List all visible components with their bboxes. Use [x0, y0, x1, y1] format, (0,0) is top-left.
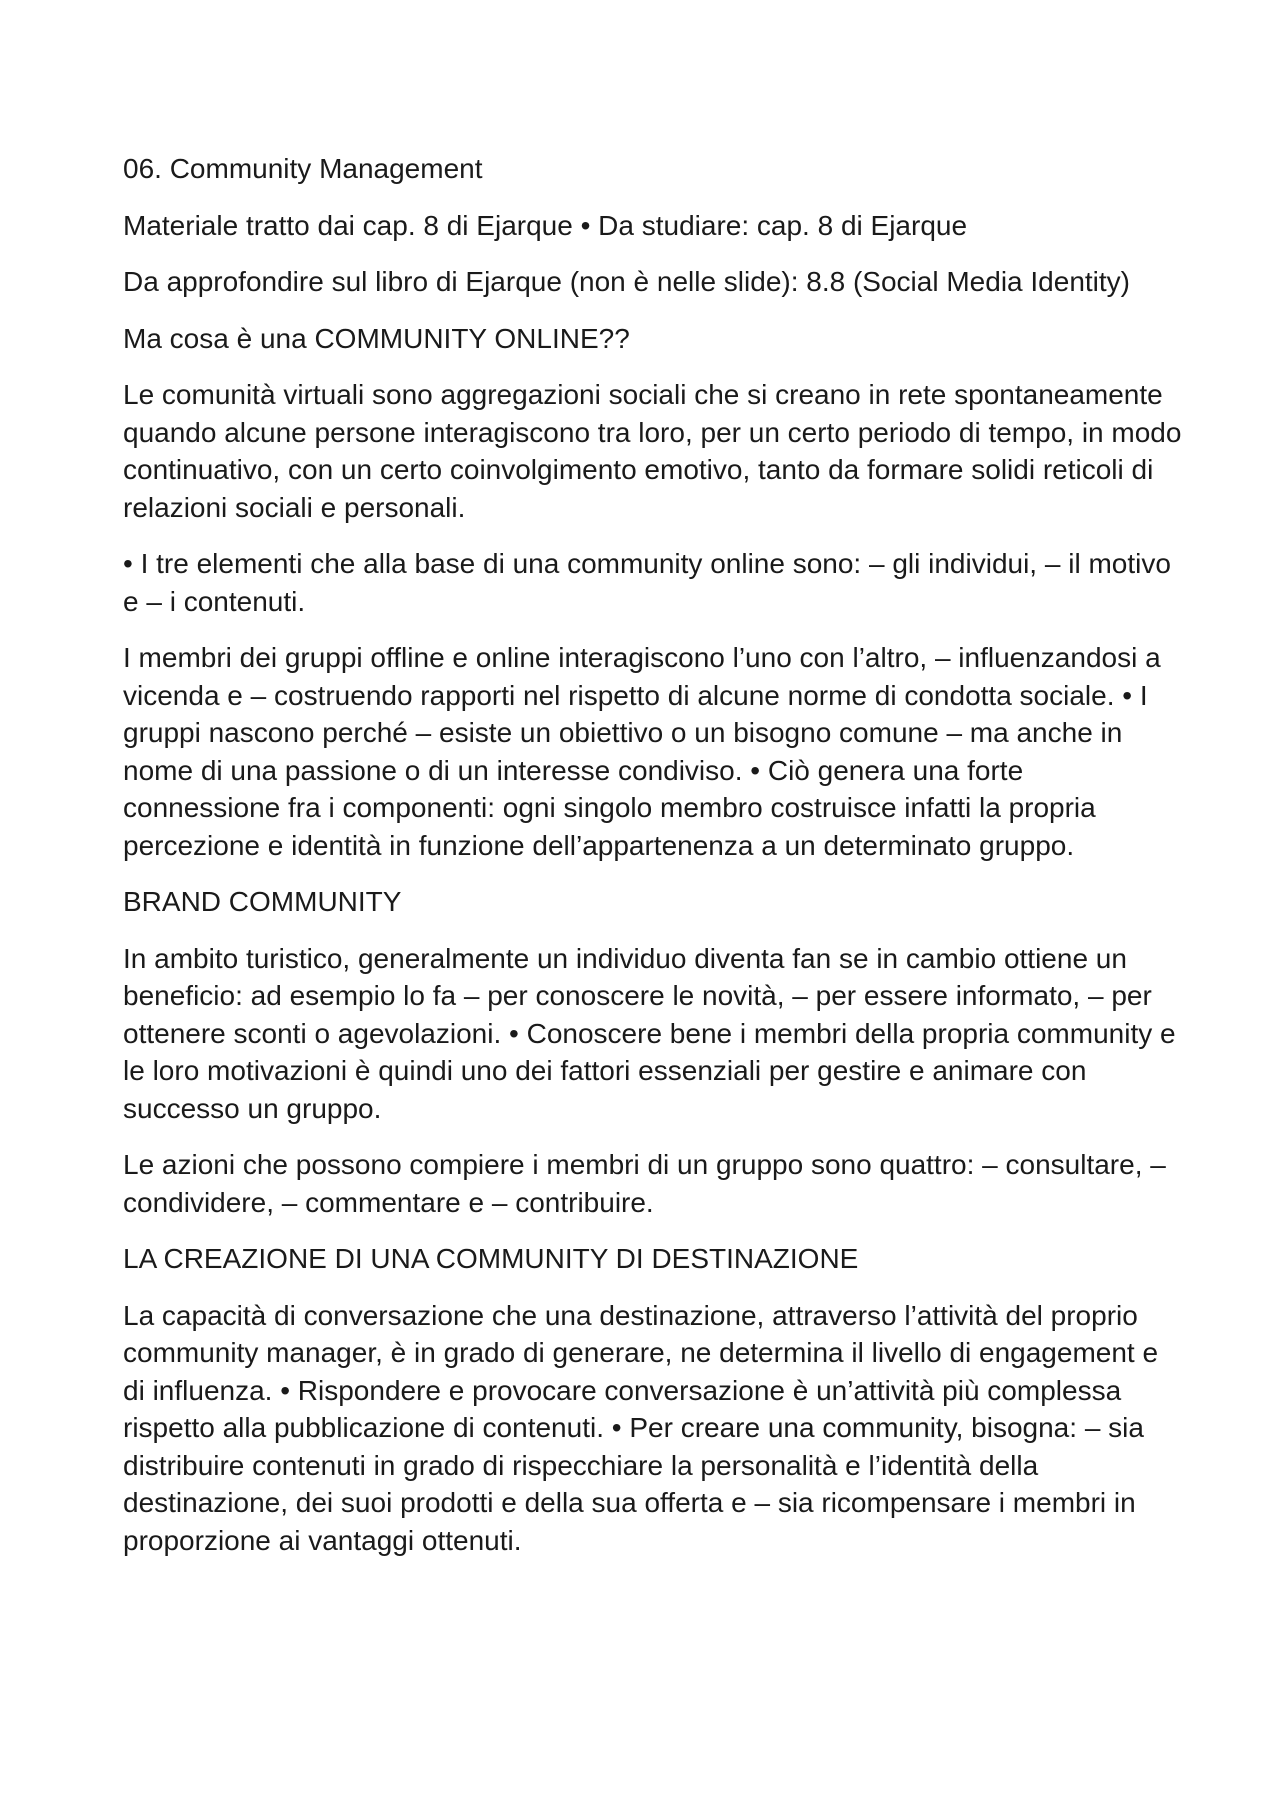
brand-community-heading: BRAND COMMUNITY	[123, 886, 402, 917]
document-title: 06. Community Management	[123, 153, 483, 184]
destination-community-heading: LA CREAZIONE DI UNA COMMUNITY DI DESTINAZIONE	[123, 1243, 859, 1274]
group-members-paragraph: I membri dei gruppi offline e online interagiscono l’uno con l’altro, – influenzandosi a vicenda e – costruendo rapporti nel rispetto di alcune norme di condotta sociale. • I gruppi nascono perché – esiste un obiettivo o un bisogno comune – ma anche in nome di una passione o di un interesse condiviso. • Ciò genera una forte connessione fra i componenti: ogni singolo membro costruisce infatti la propria percezione e identità in funzione dell’appartenenza a un determinato gruppo.	[123, 642, 1161, 861]
three-elements-paragraph: • I tre elementi che alla base di una community online sono: – gli individui, – il motivo e – i contenuti.	[123, 548, 1171, 617]
destination-community-paragraph: La capacità di conversazione che una destinazione, attraverso l’attività del proprio community manager, è in grado di generare, ne determina il livello di engagement e di influenza. • Rispondere e provocare conversazione è un’attività più complessa rispetto alla pubblicazione di contenuti. • Per creare una community, bisogna: – sia distribuire contenuti in grado di rispecchiare la personalità e l’identità della destinazione, dei suoi prodotti e della sua offerta e – sia ricompensare i membri in proporzione ai vantaggi ottenuti.	[123, 1299, 1159, 1556]
group-actions-paragraph: Le azioni che possono compiere i membri di un gruppo sono quattro: – consultare, – condividere, – commentare e – contribuire.	[123, 1149, 1166, 1218]
document-page	[123, 150, 1183, 1578]
definition-paragraph: Le comunità virtuali sono aggregazioni sociali che si creano in rete spontaneamente quando alcune persone interagiscono tra loro, per un certo periodo di tempo, in modo continuativo, con un certo coinvolgimento emotivo, tanto da formare solidi reticoli di relazioni sociali e personali.	[123, 379, 1182, 523]
source-note: Materiale tratto dai cap. 8 di Ejarque • Da studiare: cap. 8 di Ejarque	[123, 209, 968, 241]
brand-community-paragraph: In ambito turistico, generalmente un individuo diventa fan se in cambio ottiene un beneficio: ad esempio lo fa – per conoscere le novità, – per essere informato, – per ottenere sconti o agevolazioni. • Conoscere bene i membri della propria community e le loro motivazioni è quindi uno dei fattori essenziali per gestire e animare con successo un gruppo.	[123, 942, 1176, 1124]
question-heading: Ma cosa è una COMMUNITY ONLINE??	[123, 322, 630, 354]
further-reading-note: Da approfondire sul libro di Ejarque (non è nelle slide): 8.8 (Social Media Identity)	[123, 266, 1130, 297]
